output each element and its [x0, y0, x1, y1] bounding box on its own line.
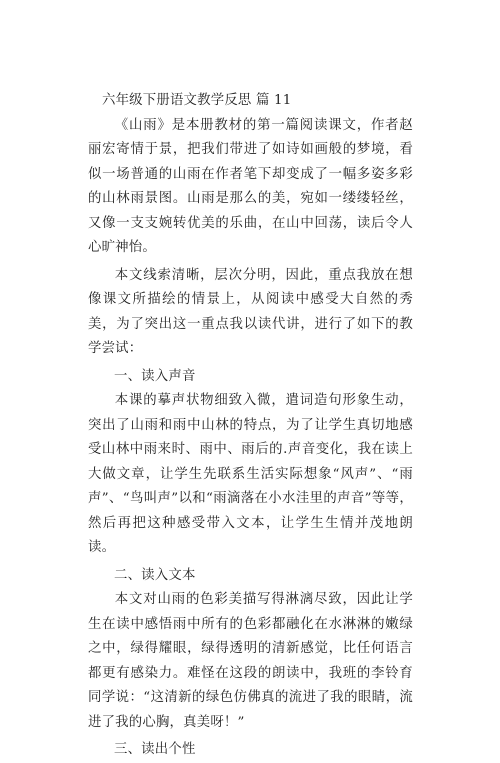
section-text-sound: 本课的摹声状物细致入微，遣词造句形象生动，突出了山雨和雨中山林的特点，为了让学生真切地感受山林中雨来时、雨中、雨后的.声音变化，我在读上大做文章，让学生先联系生活实际想象“风声”、“雨声”、“鸟叫声”以和“雨滴落在小水洼里的声音”等等，然后再把这种感受带入文本，让学生生情并茂地朗读。 [88, 393, 413, 555]
section-text-text: 本文对山雨的色彩美描写得淋漓尽致，因此让学生在读中感悟雨中所有的色彩都融化在水淋淋的嫩绿之中，绿得耀眼，绿得透明的清新感觉，比任何语言都更有感染力。难怪在这段的朗读中，我班的李铃育同学说：“这清新的绿色仿佛真的流进了我的眼睛，流进了我的心胸，真美呀！” [88, 592, 413, 730]
focus-paragraph: 本文线索清晰，层次分明，因此，重点我放在想像课文所描绘的情景上，从阅读中感受大自然的秀美，为了突出这一重点我以读代讲，进行了如下的教学尝试： [88, 267, 413, 356]
section-heading-text: 二、读入文本 [114, 567, 196, 583]
section-heading-sound: 一、读入声音 [114, 368, 196, 384]
section-heading-personality: 三、读出个性 [114, 742, 196, 757]
intro-paragraph: 《山雨》是本册教材的第一篇阅读课文，作者赵丽宏寄情于景，把我们带进了如诗如画般的梦境，看似一场普通的山雨在作者笔下却变成了一幅多姿多彩的山林雨景图。山雨是那么的美，宛如一缕缕轻丝，又像一支支婉转优美的乐曲，在山中回荡，读后令人心旷神怡。 [88, 117, 413, 255]
document-body [88, 89, 413, 763]
document-title: 六年级下册语文教学反思 篇 11 [102, 93, 292, 108]
